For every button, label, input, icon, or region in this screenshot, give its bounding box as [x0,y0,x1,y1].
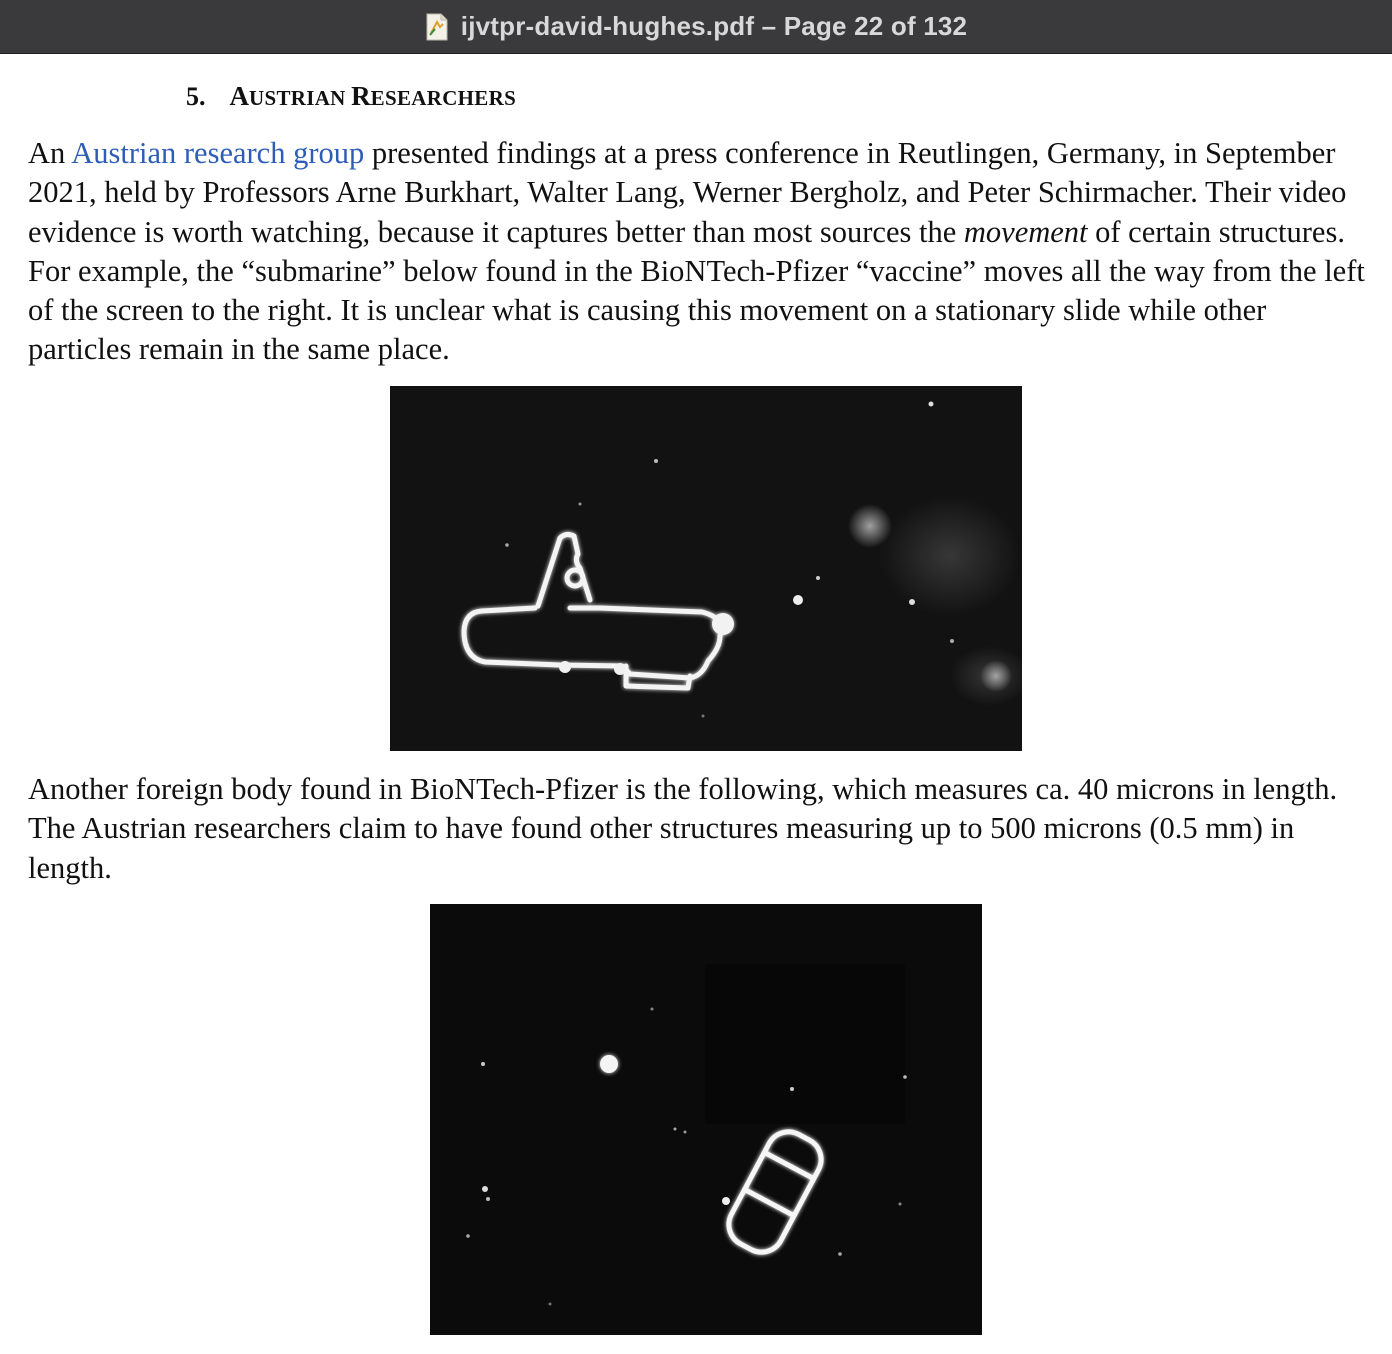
section-title-rest-1: USTRIAN [249,86,352,110]
window-titlebar[interactable] [0,0,1392,54]
paragraph1-prefix: An [28,136,72,170]
section-title-initial-1: A [229,81,249,111]
submarine-micrograph-image [390,386,1022,751]
section-number: 5. [186,82,206,111]
window-title: ijvtpr-david-hughes.pdf – Page 22 of 132 [460,11,968,41]
section-title-initial-2: R [351,81,371,111]
section-title-rest-2: ESEARCHERS [370,86,517,110]
paragraph-austrian-group [28,134,1373,370]
paragraph1-part-a: presented findings at a press conference in Reutlingen, Germany, in September 2021, held by Professors Arne Burkhart, Walter Lang, Werner Bergholz, and Peter Schirmacher. Their video evidence is worth watching, because it captures better than most sources the [28,136,1347,249]
austrian-research-group-link[interactable]: Austrian research group [71,136,365,170]
paragraph1-part-b: of certain structures. For example, the “submarine” below found in the BioNTech-Pfizer “vaccine” moves all the way from the left of the screen to the right. It is unclear what is causing this movement on a stationary slide while other particles remain in the same place. [28,214,1365,367]
pdf-page [0,55,1392,1354]
movement-emphasis: movement [963,214,1088,249]
paragraph-foreign-body: Another foreign body found in BioNTech-Pfizer is the following, which measures ca. 40 microns in length. The Austrian researchers claim to have found other structures measuring up to 500 microns (0.5 mm) in length. [28,772,1338,885]
pdf-document-icon [425,13,449,41]
section-heading [186,81,516,112]
capsule-micrograph-image [430,904,982,1335]
